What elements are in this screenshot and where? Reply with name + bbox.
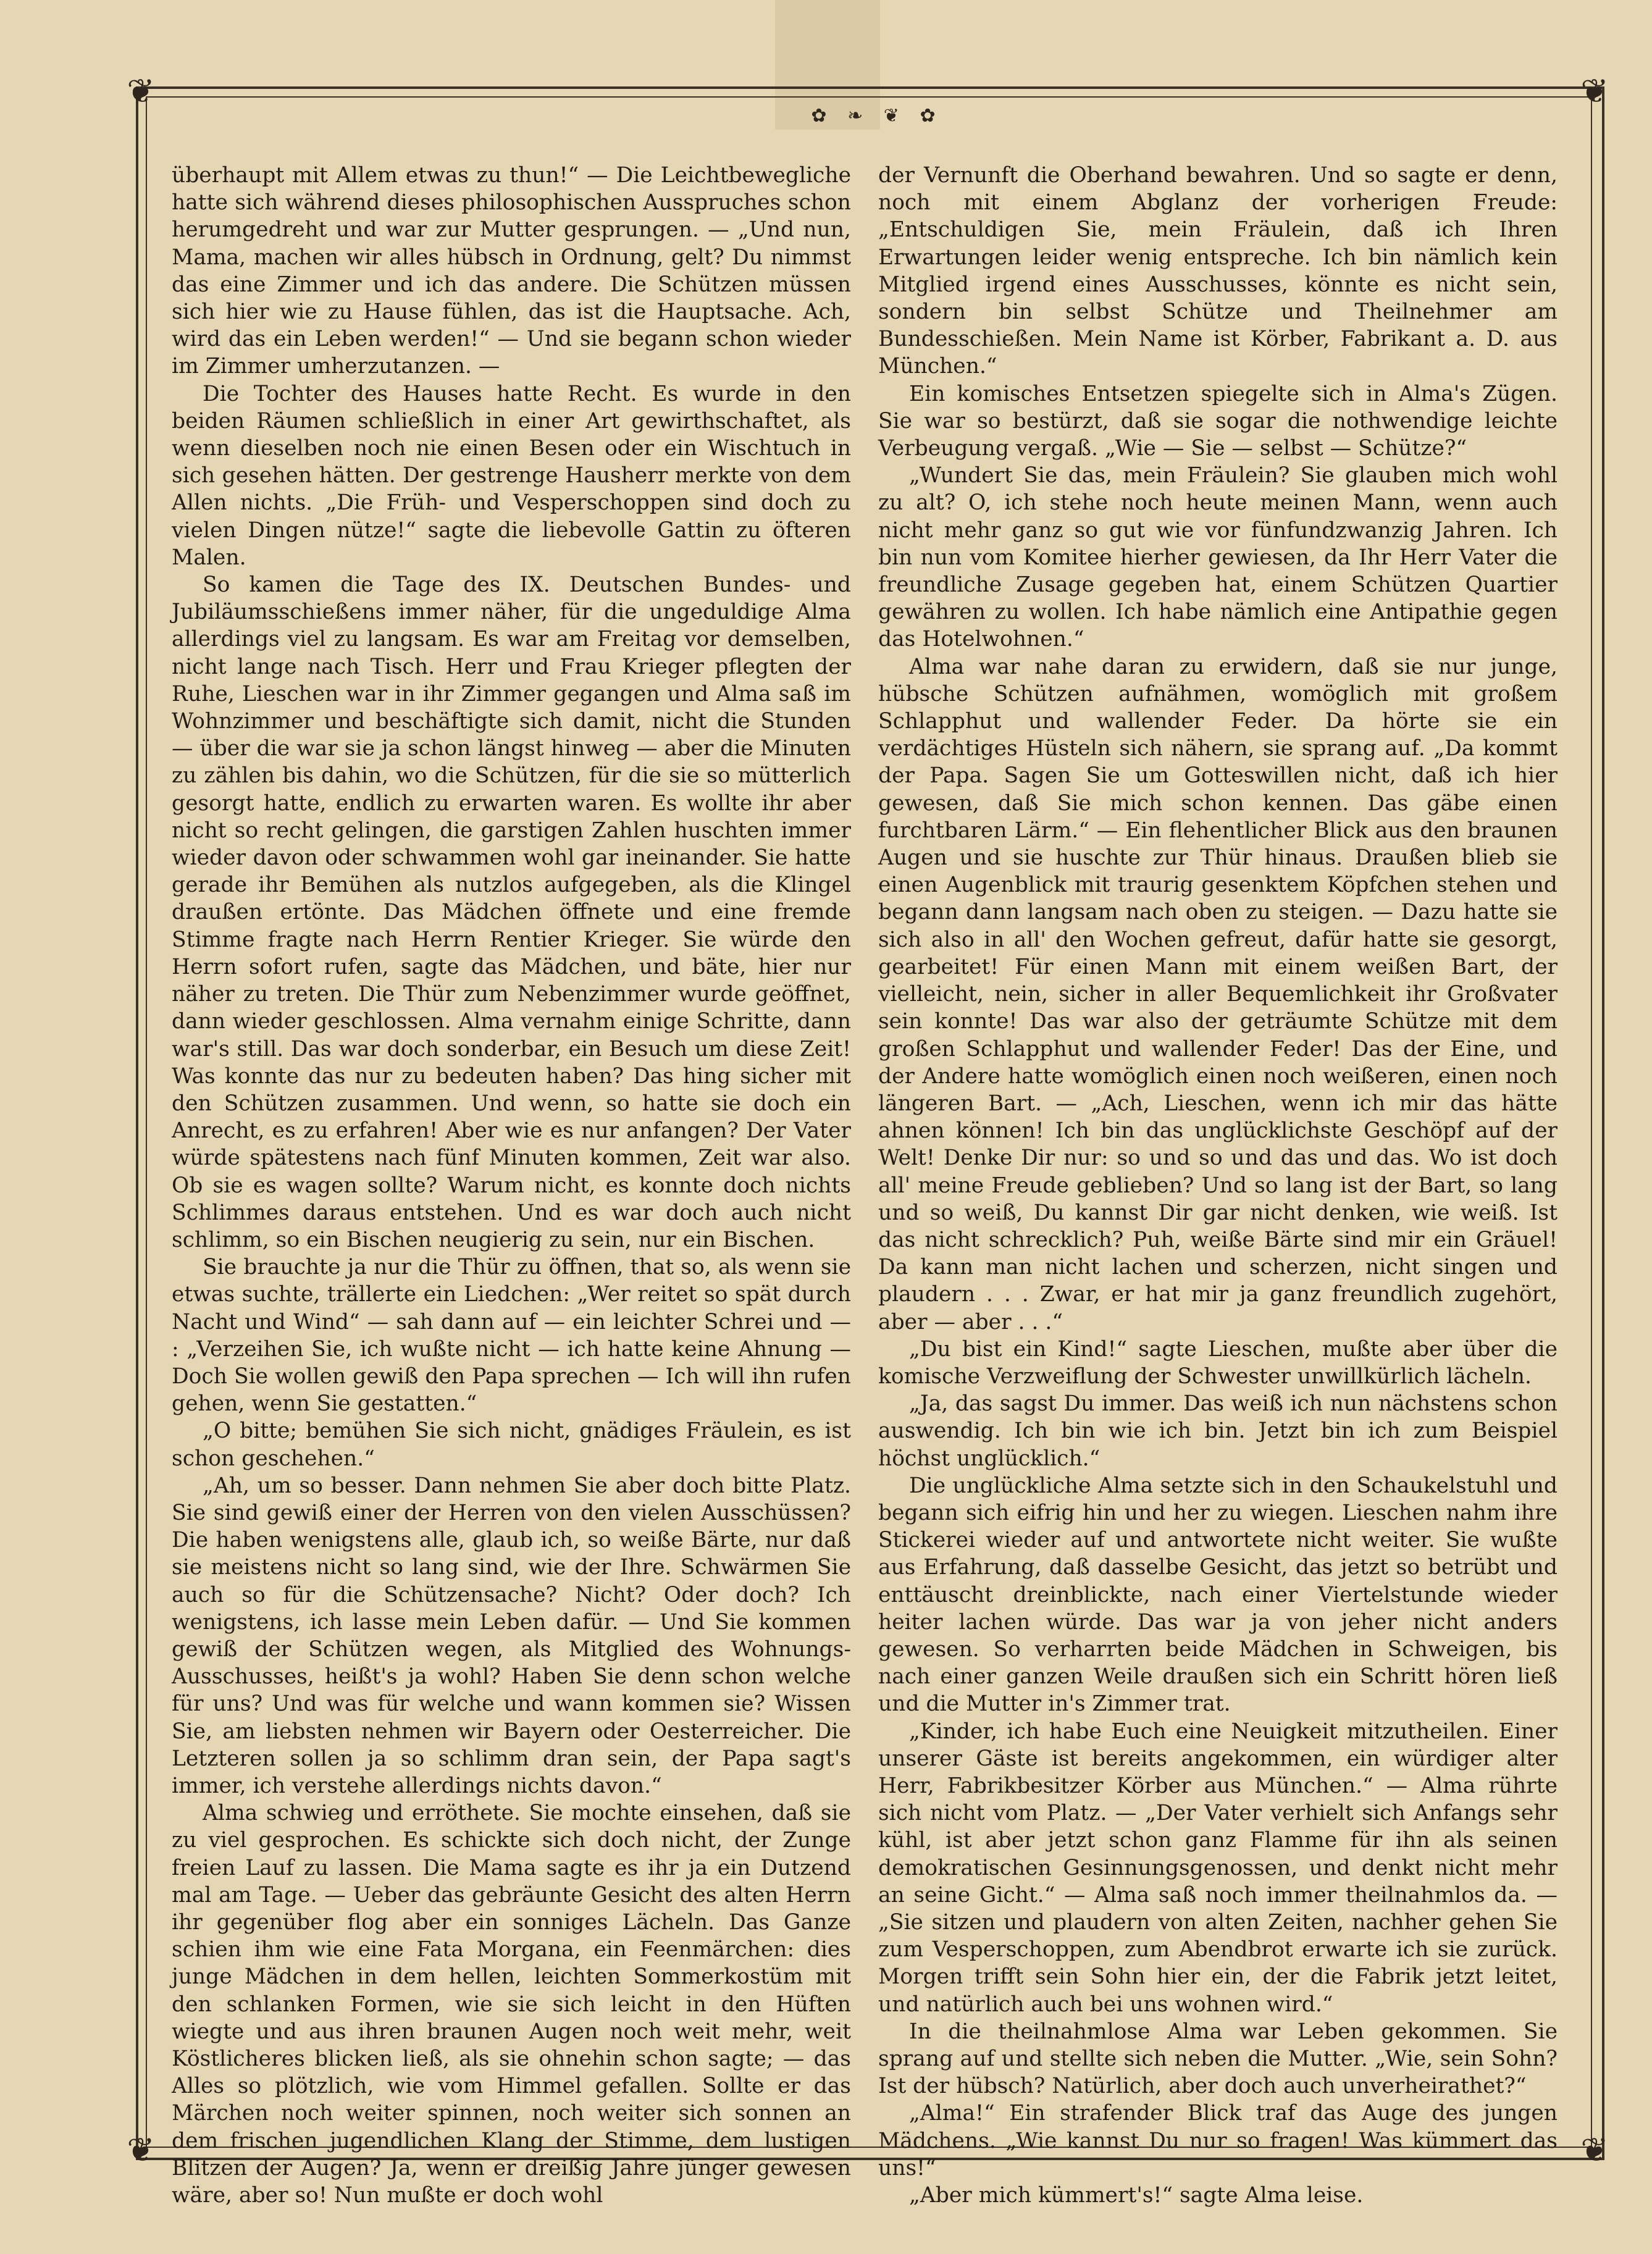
header-ornament: ✿ ❧ ❦ ✿: [811, 105, 943, 127]
right-text-column: [878, 162, 1558, 2209]
paragraph: „Ja, das sagst Du immer. Das weiß ich nun nächstens schon auswendig. Ich bin wie ich bin. Jetzt bin ich zum Beispiel höchst unglücklich.“: [878, 1391, 1558, 1471]
corner-ornament-top-left: ❦: [127, 72, 155, 111]
left-text-column: [172, 162, 851, 2209]
paragraph: Alma schwieg und erröthete. Sie mochte einsehen, daß sie zu viel gesprochen. Es schickte sich doch nicht, der Zunge freien Lauf zu lassen. Die Mama sagte es ihr ja ein Dutzend mal am Tage. — Ueber das gebräunte Gesicht des alten Herrn ihr gegenüber flog aber ein sonniges Lächeln. Das Ganze schien ihm wie eine Fata Morgana, ein Feenmärchen: dies junge Mädchen in dem hellen, leichten Sommerkostüm mit den schlanken Formen, wie sie sich leicht in den Hüften wiegte und aus ihren braunen Augen noch weit mehr, weit Köstlicheres blicken ließ, als sie ohnehin schon sagte; — das Alles so plötzlich, wie vom Himmel gefallen. Sollte er das Märchen noch weiter spinnen, noch weiter sich sonnen an dem frischen jugendlichen Klang der Stimme, dem lustigen Blitzen der Augen? Ja, wenn er dreißig Jahre jünger gewesen wäre, aber so! Nun mußte er doch wohl: [172, 1801, 851, 2208]
paragraph: Sie brauchte ja nur die Thür zu öffnen, that so, als wenn sie etwas suchte, trällerte ein Liedchen: „Wer reitet so spät durch Nacht und Wind“ — sah dann auf — ein leichter Schrei und — : „Verzeihen Sie, ich wußte nicht — ich hatte keine Ahnung — Doch Sie wollen gewiß den Papa sprechen — Ich will ihn rufen gehen, wenn Sie gestatten.“: [172, 1255, 851, 1417]
paragraph: überhaupt mit Allem etwas zu thun!“ — Die Leichtbewegliche hatte sich während dieses philosophischen Ausspruches schon herumgedreht und war zur Mutter gesprungen. — „Und nun, Mama, machen wir alles hübsch in Ordnung, gelt? Du nimmst das eine Zimmer und ich das andere. Die Schützen müssen sich hier wie zu Hause fühlen, das ist die Hauptsache. Ach, wird das ein Leben werden!“ — Und sie begann schon wieder im Zimmer umherzutanzen. —: [172, 163, 851, 379]
paragraph: „Kinder, ich habe Euch eine Neuigkeit mitzutheilen. Einer unserer Gäste ist bereits angekommen, ein würdiger alter Herr, Fabrikbesitzer Körber aus München.“ — Alma rührte sich nicht vom Platz. — „Der Vater verhielt sich Anfangs sehr kühl, ist aber jetzt schon ganz Flamme für ihn als seinen demokratischen Gesinnungsgenossen, und denkt nicht mehr an seine Gicht.“ — Alma saß noch immer theilnahmlos da. — „Sie sitzen und plaudern von alten Zeiten, nachher gehen Sie zum Vesperschoppen, zum Abendbrot erwarte ich sie zurück. Morgen trifft sein Sohn hier ein, der die Fabrik jetzt leitet, und natürlich auch bei uns wohnen wird.“: [878, 1719, 1558, 2017]
paragraph: In die theilnahmlose Alma war Leben gekommen. Sie sprang auf und stellte sich neben die Mutter. „Wie, sein Sohn? Ist der hübsch? Natürlich, aber doch auch unverheirathet?“: [878, 2019, 1558, 2099]
corner-ornament-bottom-left: ❦: [127, 2130, 155, 2169]
paragraph: „O bitte; bemühen Sie sich nicht, gnädiges Fräulein, es ist schon geschehen.“: [172, 1418, 851, 1471]
paragraph: der Vernunft die Oberhand bewahren. Und so sagte er denn, noch mit einem Abglanz der vorherigen Freude: „Entschuldigen Sie, mein Fräulein, daß ich Ihren Erwartungen leider wenig entspreche. Ich bin nämlich kein Mitglied irgend eines Ausschusses, könnte es nicht sein, sondern bin selbst Schütze und Theilnehmer am Bundesschießen. Mein Name ist Körber, Fabrikant a. D. aus München.“: [878, 163, 1558, 379]
corner-ornament-bottom-right: ❦: [1580, 2130, 1609, 2169]
paragraph: „Aber mich kümmert's!“ sagte Alma leise.: [909, 2183, 1364, 2208]
corner-ornament-top-right: ❦: [1580, 72, 1609, 111]
paragraph: Alma war nahe daran zu erwidern, daß sie nur junge, hübsche Schützen aufnähmen, womöglich mit großem Schlapphut und wallender Feder. Da hörte sie ein verdächtiges Hüsteln sich nähern, sie sprang auf. „Da kommt der Papa. Sagen Sie um Gotteswillen nicht, daß ich hier gewesen, daß Sie mich schon kennen. Das gäbe einen furchtbaren Lärm.“ — Ein flehentlicher Blick aus den braunen Augen und sie huschte zur Thür hinaus. Draußen blieb sie einen Augenblick mit traurig gesenktem Köpfchen stehen und begann dann langsam nach oben zu steigen. — Dazu hatte sie sich also in all' den Wochen gefreut, dafür hatte sie gesorgt, gearbeitet! Für einen Mann mit einem weißen Bart, der vielleicht, nein, sicher in aller Bequemlichkeit ihr Großvater sein konnte! Das war also der geträumte Schütze mit dem großen Schlapphut und wallender Feder! Das der Eine, und der Andere hatte womöglich einen noch weißeren, einen noch längeren Bart. — „Ach, Lieschen, wenn ich mir das hätte ahnen können! Ich bin das unglücklichste Geschöpf auf der Welt! Denke Dir nur: so und so und das und das. Wo ist doch all' meine Freude geblieben? Und so lang ist der Bart, so lang und so weiß, Du kannst Dir gar nicht denken, wie weiß. Ist das nicht schrecklich? Puh, weiße Bärte sind mir ein Gräuel! Da kann man nicht lachen und scherzen, nicht singen und plaudern . . . Zwar, er hat mir ja ganz freundlich zugehört, aber — aber . . .“: [878, 654, 1558, 1334]
paragraph: Ein komisches Entsetzen spiegelte sich in Alma's Zügen. Sie war so bestürzt, daß sie sogar die nothwendige leichte Verbeugung vergaß. „Wie — Sie — selbst — Schütze?“: [878, 381, 1558, 461]
paragraph: Die Tochter des Hauses hatte Recht. Es wurde in den beiden Räumen schließlich in einer Art gewirthschaftet, als wenn dieselben noch nie einen Besen oder ein Wischtuch in sich gesehen hätten. Der gestrenge Hausherr merkte von dem Allen nichts. „Die Früh- und Vesperschoppen sind doch zu vielen Dingen nütze!“ sagte die liebevolle Gattin zu öfteren Malen.: [172, 381, 851, 570]
paragraph: „Alma!“ Ein strafender Blick traf das Auge des jungen Mädchens. „Wie kannst Du nur so fragen! Was kümmert das uns!“: [878, 2101, 1558, 2181]
paragraph: Die unglückliche Alma setzte sich in den Schaukelstuhl und begann sich eifrig hin und her zu wiegen. Lieschen nahm ihre Stickerei wieder auf und antwortete nicht weiter. Sie wußte aus Erfahrung, daß dasselbe Gesicht, das jetzt so betrübt und enttäuscht dreinblickte, nach einer Viertelstunde wieder heiter lachen würde. Das war ja von jeher nicht anders gewesen. So verharrten beide Mädchen in Schweigen, bis nach einer ganzen Weile draußen sich ein Schritt hören ließ und die Mutter in's Zimmer trat.: [878, 1473, 1558, 1717]
paragraph: So kamen die Tage des IX. Deutschen Bundes- und Jubiläumsschießens immer näher, für die ungeduldige Alma allerdings viel zu langsam. Es war am Freitag vor demselben, nicht lange nach Tisch. Herr und Frau Krieger pflegten der Ruhe, Lieschen war in ihr Zimmer gegangen und Alma saß im Wohnzimmer und beschäftigte sich damit, nicht die Stunden — über die war sie ja schon längst hinweg — aber die Minuten zu zählen bis dahin, wo die Schützen, für die sie so mütterlich gesorgt hatte, endlich zu erwarten waren. Es wollte ihr aber nicht so recht gelingen, die garstigen Zahlen huschten immer wieder davon oder schwammen wohl gar ineinander. Sie hatte gerade ihr Bemühen als nutzlos aufgegeben, als die Klingel draußen ertönte. Das Mädchen öffnete und eine fremde Stimme fragte nach Herrn Rentier Krieger. Sie würde den Herrn sofort rufen, sagte das Mädchen, und bäte, hier nur näher zu treten. Die Thür zum Nebenzimmer wurde geöffnet, dann wieder geschlossen. Alma vernahm einige Schritte, dann war's still. Das war doch sonderbar, ein Besuch um diese Zeit! Was konnte das nur zu bedeuten haben? Das hing sicher mit den Schützen zusammen. Und wenn, so hatte sie doch ein Anrecht, es zu erfahren! Aber wie es nur anfangen? Der Vater würde spätestens nach fünf Minuten kommen, Zeit war also. Ob sie es wagen sollte? Warum nicht, es konnte doch nichts Schlimmes daraus entstehen. Und es war doch auch nicht schlimm, so ein Bischen neugierig zu sein, nur ein Bischen.: [172, 572, 851, 1252]
paragraph: „Du bist ein Kind!“ sagte Lieschen, mußte aber über die komische Verzweiflung der Schwester unwillkürlich lächeln.: [878, 1336, 1558, 1389]
paragraph: „Ah, um so besser. Dann nehmen Sie aber doch bitte Platz. Sie sind gewiß einer der Herren von den vielen Ausschüssen? Die haben wenigstens alle, glaub ich, so weiße Bärte, nur daß sie meistens nicht so lang sind, wie der Ihre. Schwärmen Sie auch so für die Schützensache? Nicht? Oder doch? Ich wenigstens, ich lasse mein Leben dafür. — Und Sie kommen gewiß der Schützen wegen, als Mitglied des Wohnungs-Ausschusses, heißt's ja wohl? Haben Sie denn schon welche für uns? Und was für welche und wann kommen sie? Wissen Sie, am liebsten nehmen wir Bayern oder Oesterreicher. Die Letzteren sollen ja so schlimm dran sein, der Papa sagt's immer, ich verstehe allerdings nichts davon.“: [172, 1473, 851, 1798]
paragraph: „Wundert Sie das, mein Fräulein? Sie glauben mich wohl zu alt? O, ich stehe noch heute meinen Mann, wenn auch nicht mehr ganz so gut wie vor fünfundzwanzig Jahren. Ich bin nun vom Komitee hierher gewiesen, da Ihr Herr Vater die freundliche Zusage gegeben hat, einem Schützen Quartier gewähren zu wollen. Ich habe nämlich eine Antipathie gegen das Hotelwohnen.“: [878, 463, 1558, 652]
